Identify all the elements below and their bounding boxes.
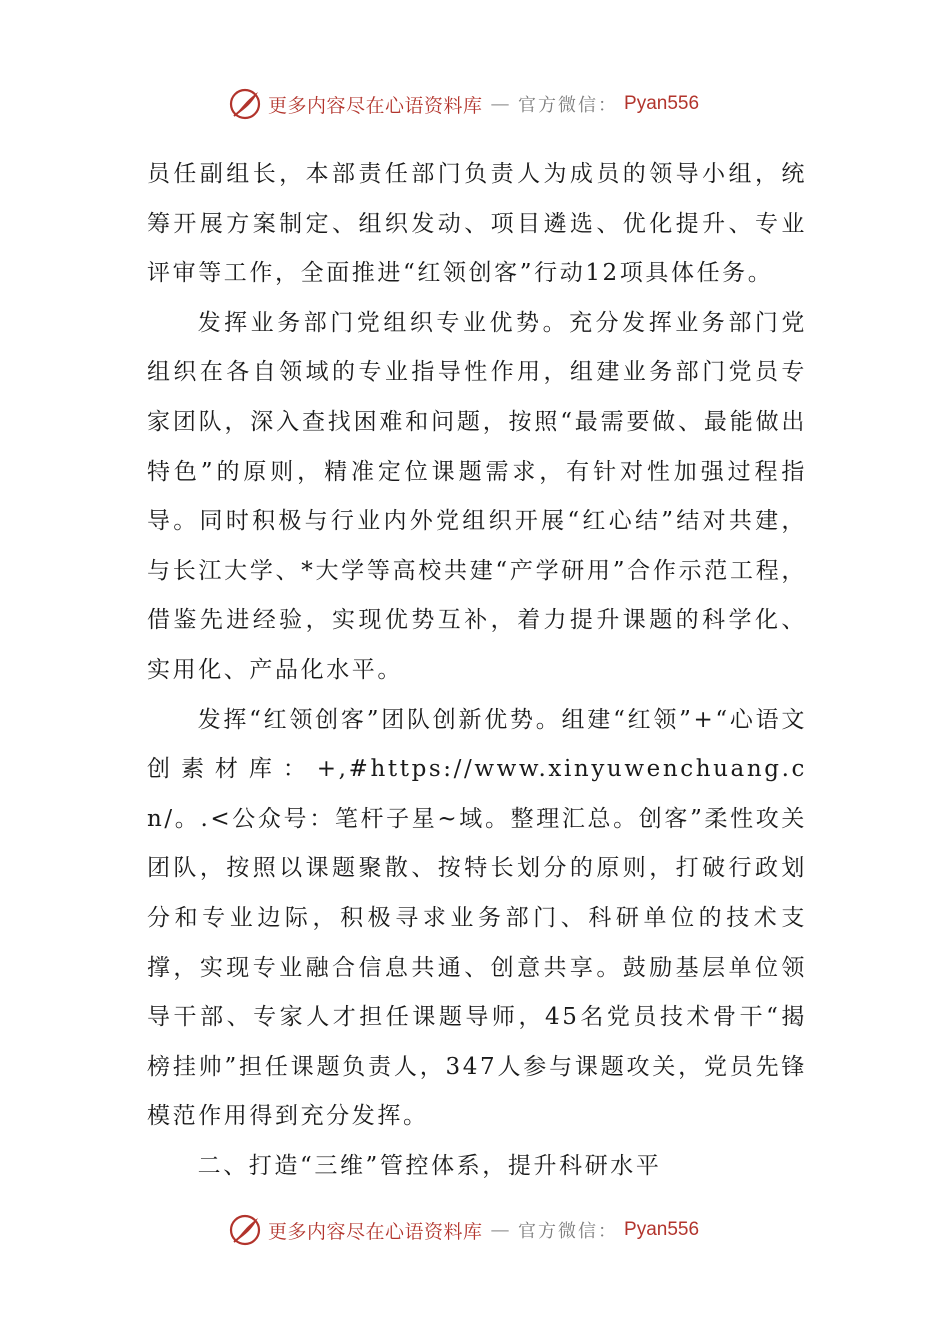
watermark-wechat-id: Pyan556 (624, 93, 700, 114)
section-heading: 二、打造“三维”管控体系，提升科研水平 (197, 1152, 662, 1179)
quill-logo-icon (228, 87, 262, 121)
watermark-separator: — (490, 93, 511, 115)
document-body (147, 150, 807, 1191)
watermark-brand: 更多内容尽在心语资料库 (268, 1220, 483, 1243)
watermark-separator: — (490, 1219, 511, 1241)
paragraph-continuation: 员任副组长，本部责任部门负责人为成员的领导小组，统筹开展方案制定、组织发动、项目遴选、优化提升、专业评审等工作，全面推进“红领创客”行动12项具体任务。 (147, 161, 807, 287)
watermark-wechat-id: Pyan556 (624, 1219, 700, 1240)
watermark-brand: 更多内容尽在心语资料库 (268, 94, 483, 117)
watermark-label: 官方微信： (518, 1221, 619, 1242)
paragraph-party-expertise: 发挥业务部门党组织专业优势。充分发挥业务部门党组织在各自领域的专业指导性作用，组建业务部门党员专家团队，深入查找困难和问题，按照“最需要做、最能做出特色”的原则，精准定位课题需求，有针对性加强过程指导。同时积极与行业内外党组织开展“红心结”结对共建，与长江大学、*大学等高校共建“产学研用”合作示范工程，借鉴先进经验，实现优势互补，着力提升课题的科学化、实用化、产品化水平。 (147, 309, 807, 683)
paragraph-team-innovation: 发挥“红领创客”团队创新优势。组建“红领”+“心语文创素材库：+,#https://www.xinyuwenchuang.cn/。.<公众号：笔杆子星~域。整理汇总。创客”柔性攻关团队，按照以课题聚散、按特长划分的原则，打破行政划分和专业边际，积极寻求业务部门、科研单位的技术支撑，实现专业融合信息共通、创意共享。鼓励基层单位领导干部、专家人才担任课题导师，45名党员技术骨干“揭榜挂帅”担任课题负责人，347人参与课题攻关，党员先锋模范作用得到充分发挥。 (147, 706, 807, 1130)
watermark-footer (228, 1212, 699, 1248)
watermark-label: 官方微信： (518, 95, 619, 116)
watermark-header (228, 86, 699, 122)
quill-logo-icon (228, 1213, 262, 1247)
